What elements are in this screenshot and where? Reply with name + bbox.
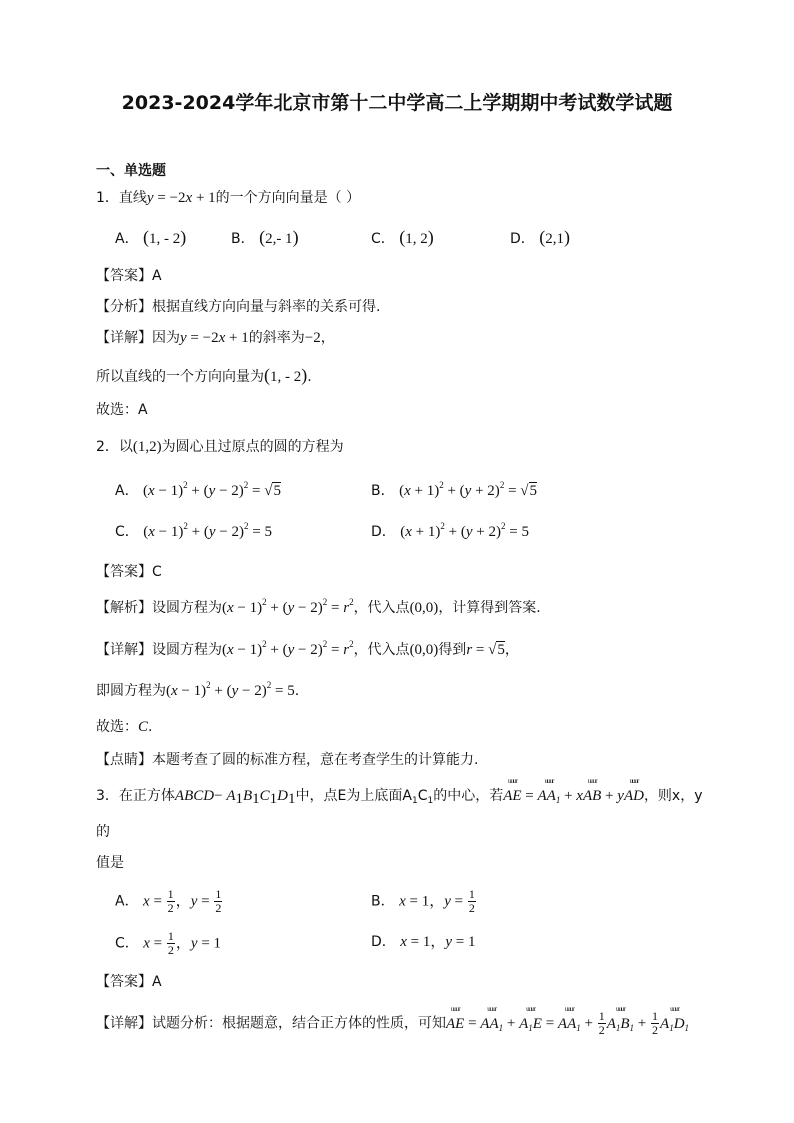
q1-answer: 【答案】A bbox=[96, 268, 162, 284]
q2-analysis: 【解析】设圆方程为$(x - 1)^2 + (y - 2)^2 = r^2$，代入点(0,0)，计算得到答案. bbox=[96, 597, 541, 616]
q1-analysis: 【分析】根据直线方向向量与斜率的关系可得. bbox=[96, 299, 381, 315]
q2-comment: 【点睛】本题考查了圆的标准方程，意在考查学生的计算能力. bbox=[96, 752, 479, 768]
section-heading: 一、单选题 bbox=[96, 163, 166, 179]
q1-choose: 故选：A bbox=[96, 402, 148, 418]
q3-option-b: B． x = 1，y = $\frac{1}{2}$ bbox=[371, 887, 475, 915]
q3-stem: 3．在正方体ABCD− $A_1B_1C_1D_1$中，点E为上底面$A_1C_1$的中心，若 uuur AE = uuur $AA_1 + x$ uuur AB + y uuur AD，则x，y bbox=[96, 777, 703, 807]
q1-option-b: B． (2,- 1) bbox=[231, 227, 299, 247]
q3-option-c: C． x = $\frac{1}{2}$ ，y = 1 bbox=[115, 929, 222, 957]
q1-option-d: D． (2,1) bbox=[510, 227, 570, 247]
q2-answer: 【答案】C bbox=[96, 564, 162, 580]
q1-option-a: A． (1, - 2) bbox=[115, 227, 187, 247]
q3-option-d: D． x = 1，y = 1 bbox=[371, 934, 476, 950]
q2-stem: 2．以(1,2)为圆心且过原点的圆的方程为 bbox=[96, 439, 344, 455]
q1-stem: 1．直线y = −2x + 1的一个方向向量是（ ） bbox=[96, 190, 361, 206]
q2-choose: 故选：C. bbox=[96, 719, 153, 735]
page-title: 2023-2024学年北京市第十二中学高二上学期期中考试数学试题 bbox=[121, 92, 673, 114]
q2-detail-line2: 即圆方程为$(x - 1)^2 + (y - 2)^2 = 5$. bbox=[96, 680, 300, 699]
q2-option-b: B． $(x + 1)^2 + (y + 2)^2 = √5$ bbox=[371, 480, 538, 499]
q2-option-d: D． $(x + 1)^2 + (y + 2)^2 = 5$ bbox=[371, 521, 529, 540]
q2-option-a: A． $(x - 1)^2 + (y - 2)^2 = √5$ bbox=[115, 480, 281, 499]
q3-answer: 【答案】A bbox=[96, 974, 162, 990]
q3-stem-line3: 值是 bbox=[96, 855, 124, 871]
q3-option-a: A． x = $\frac{1}{2}$ ，y = $\frac{1}{2}$ bbox=[115, 887, 222, 915]
q3-stem-line2: 的 bbox=[96, 824, 110, 840]
q1-option-c: C． (1, 2) bbox=[371, 227, 434, 247]
q3-detail: 【详解】试题分析：根据题意，结合正方体的性质，可知 uuur AE = uuur $AA_1$ + uuur $A_1E$ = uuur $AA_1$ + $\frac{1}{2}$ uuur $A_1B_1$ + $\frac{1}{2}$ uuur $A_1D_1$ bbox=[96, 1004, 690, 1037]
q1-detail: 【详解】因为y = −2x + 1的斜率为−2， bbox=[96, 330, 335, 346]
q2-detail: 【详解】设圆方程为$(x - 1)^2 + (y - 2)^2 = r^2$，代入点(0,0)得到r = √5， bbox=[96, 639, 519, 658]
q1-detail-line2: 所以直线的一个方向向量为(1, - 2). bbox=[96, 365, 312, 385]
q2-option-c: C． $(x - 1)^2 + (y - 2)^2 = 5$ bbox=[115, 521, 272, 540]
